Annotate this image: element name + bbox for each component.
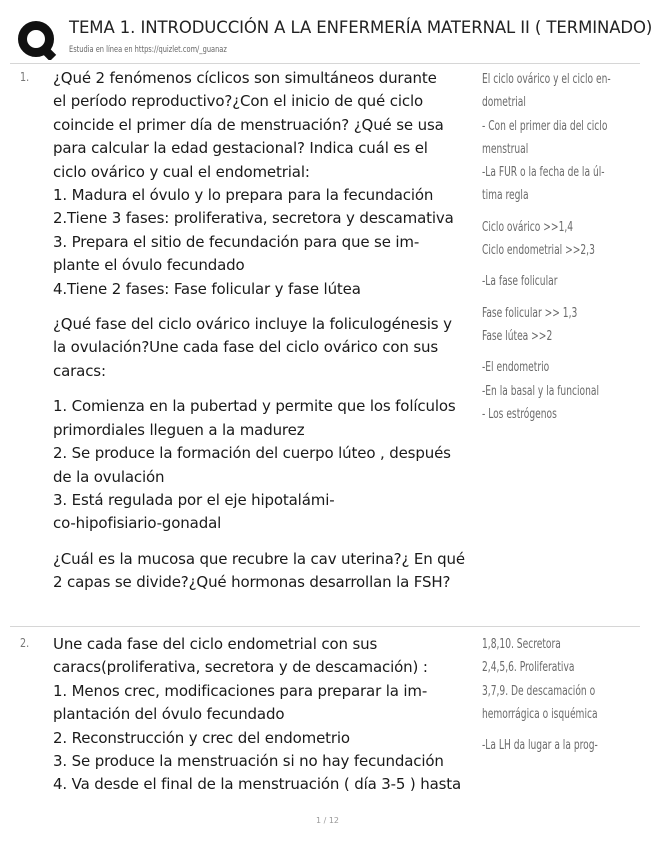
question-line: ciclo ovárico y cual el endometrial: xyxy=(53,162,310,181)
question-line: ¿Cuál es la mucosa que recubre la cav uterina?¿ En qué xyxy=(53,549,465,568)
source-link[interactable]: Estudia en línea en https://quizlet.com/_guanaz xyxy=(69,45,227,55)
answer-line: Ciclo ovárico >>1,4 xyxy=(482,219,574,235)
line-gap xyxy=(53,383,483,395)
line-gap xyxy=(482,348,611,356)
answer-line: Fase folicular >> 1,3 xyxy=(482,305,578,321)
answer-line: -La LH da lugar a la prog- xyxy=(482,738,598,754)
question-line: plante el óvulo fecundado xyxy=(53,256,245,275)
answer-line: - Los estrógenos xyxy=(482,406,557,422)
question-line: co-hipofisiario-gonadal xyxy=(53,514,222,533)
answer-line: 2,4,5,6. Proliferativa xyxy=(482,660,575,676)
question-line: ¿Qué 2 fenómenos cíclicos son simultáneos durante xyxy=(53,69,437,87)
card-divider xyxy=(10,626,640,627)
answer-line: -En la basal y la funcional xyxy=(482,383,600,399)
question-line: 2. Se produce la formación del cuerpo lúteo , después xyxy=(53,444,451,463)
question-line: 4. Va desde el final de la menstruación ( día 3-5 ) hasta xyxy=(53,775,462,794)
question-line: plantación del óvulo fecundado xyxy=(53,705,285,724)
question-line: la ovulación?Une cada fase del ciclo ovárico con sus xyxy=(53,338,439,357)
answer-line: - Con el primer dia del ciclo xyxy=(482,118,608,134)
answer-line: El ciclo ovárico y el ciclo en- xyxy=(482,72,611,87)
answer-line: menstrual xyxy=(482,141,529,157)
card-number: 1. xyxy=(20,70,30,84)
line-gap xyxy=(53,301,483,313)
header-divider xyxy=(10,63,640,64)
question-line: para calcular la edad gestacional? Indica cuál es el xyxy=(53,139,428,158)
question-line: caracs: xyxy=(53,361,106,380)
question-line: primordiales lleguen a la madurez xyxy=(53,420,305,439)
answer-line: Fase lútea >>2 xyxy=(482,328,553,344)
answer-line: Ciclo endometrial >>2,3 xyxy=(482,243,595,259)
document-title: TEMA 1. INTRODUCCIÓN A LA ENFERMERÍA MATERNAL II ( TERMINADO) xyxy=(69,18,653,37)
card-question xyxy=(53,633,483,797)
question-line: 1. Menos crec, modificaciones para preparar la im- xyxy=(53,681,428,700)
answer-line: -La FUR o la fecha de la úl- xyxy=(482,165,605,181)
question-line: coincide el primer día de menstruación? ¿Qué se usa xyxy=(53,115,444,134)
page-indicator: 1 / 12 xyxy=(315,816,340,825)
line-gap xyxy=(482,726,598,734)
question-line: 2.Tiene 3 fases: proliferativa, secretora y descamativa xyxy=(53,209,454,228)
quizlet-logo-icon xyxy=(17,20,57,60)
question-line: 3. Prepara el sitio de fecundación para que se im- xyxy=(53,232,420,251)
answer-line: tima regla xyxy=(482,188,529,204)
line-gap xyxy=(482,262,611,270)
question-line: caracs(proliferativa, secretora y de descamación) : xyxy=(53,658,428,677)
line-gap xyxy=(53,536,483,548)
answer-line: -El endometrio xyxy=(482,360,550,376)
question-line: Une cada fase del ciclo endometrial con sus xyxy=(53,635,378,653)
card-answer xyxy=(482,633,598,757)
answer-line: 1,8,10. Secretora xyxy=(482,637,561,652)
line-gap xyxy=(482,294,611,302)
question-line: 1. Comienza en la pubertad y permite que los folículos xyxy=(53,397,456,416)
answer-line: dometrial xyxy=(482,95,526,111)
card-answer xyxy=(482,68,611,426)
answer-line: -La fase folicular xyxy=(482,274,558,290)
question-line: 3. Se produce la menstruación si no hay fecundación xyxy=(53,752,444,771)
card-number: 2. xyxy=(20,636,30,650)
question-line: 3. Está regulada por el eje hipotalámi- xyxy=(53,490,335,509)
question-line: el período reproductivo?¿Con el inicio de qué ciclo xyxy=(53,92,423,111)
question-line: 1. Madura el óvulo y lo prepara para la fecundación xyxy=(53,186,434,205)
question-line: 4.Tiene 2 fases: Fase folicular y fase lútea xyxy=(53,279,361,298)
question-line: de la ovulación xyxy=(53,467,165,486)
answer-line: hemorrágica o isquémica xyxy=(482,706,598,722)
answer-line: 3,7,9. De descamación o xyxy=(482,683,596,699)
question-line: ¿Qué fase del ciclo ovárico incluye la foliculogénesis y xyxy=(53,315,452,334)
question-line: 2 capas se divide?¿Qué hormonas desarrollan la FSH? xyxy=(53,573,451,592)
question-line: 2. Reconstrucción y crec del endometrio xyxy=(53,728,350,747)
line-gap xyxy=(482,208,611,216)
card-question xyxy=(53,67,483,595)
